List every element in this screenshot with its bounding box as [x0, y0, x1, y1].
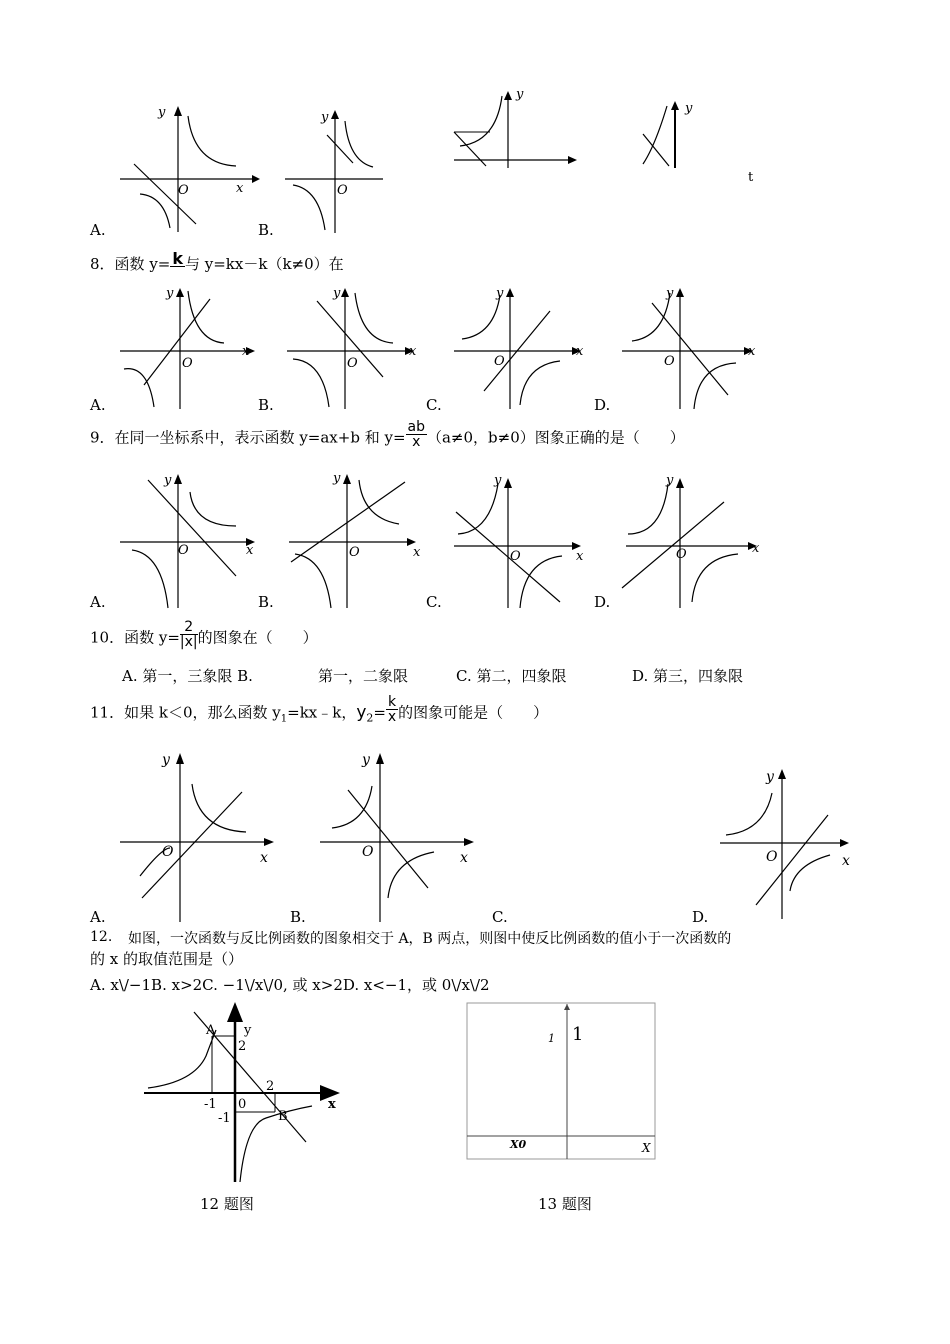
- q13-caption: 13 题图: [538, 1195, 592, 1213]
- svg-text:x: x: [242, 344, 250, 359]
- q7-graph-a: [112, 100, 262, 235]
- q8-label-c: C.: [426, 396, 442, 414]
- q12-options: A. x\/−1B. x>2C. −1\/x\/0, 或 x>2D. x<−1，或 0\/x\/2: [90, 976, 490, 994]
- q10-fraction: [180, 620, 198, 649]
- q11-graph-d: [718, 765, 858, 920]
- svg-text:x: x: [236, 181, 244, 196]
- q9-frac-den: x: [412, 434, 421, 450]
- q7-graph-b: [283, 105, 393, 235]
- fig13-y-big: 1: [572, 1024, 584, 1045]
- q10-stem: [90, 619, 318, 650]
- q12-line2: 的 x 的取值范围是（）: [90, 950, 243, 968]
- q9-graph-b: [283, 462, 428, 610]
- svg-text:O: O: [766, 849, 778, 865]
- q11-label-d: D.: [692, 908, 709, 926]
- q9-label-a: A.: [90, 593, 106, 611]
- svg-text:O: O: [182, 356, 193, 371]
- svg-text:O: O: [362, 844, 374, 860]
- q11-frac-num: k: [387, 694, 397, 710]
- svg-text:x: x: [576, 549, 584, 564]
- q11-eq: =: [373, 703, 386, 722]
- svg-text:y: y: [321, 110, 329, 125]
- q7-graph-d: [635, 98, 715, 168]
- q10-text-after: 的图象在（ ）: [197, 628, 318, 647]
- q9-graph-d: [618, 462, 768, 610]
- q8-graph-c: [450, 285, 590, 410]
- q8-text-before: 函数 y=: [114, 255, 171, 273]
- svg-text:x: x: [842, 853, 850, 869]
- q11-text-mid: =kx﹣k，: [287, 703, 357, 722]
- fig12-tick-2x: 2: [266, 1079, 275, 1094]
- q8-stem: [90, 248, 344, 273]
- fig12-tick-neg1x: -1: [204, 1097, 217, 1112]
- svg-text:x: x: [246, 543, 254, 558]
- q11-text-after: 的图象可能是（ ）: [398, 703, 549, 722]
- fig13-x-label: X: [642, 1141, 651, 1155]
- q10-option-d: D. 第三，四象限: [632, 667, 744, 685]
- q9-frac-num: ab: [407, 419, 425, 435]
- q11-label-a: A.: [90, 908, 106, 926]
- q10-text-before: 函数 y=: [124, 628, 180, 647]
- q10-option-a: A. 第一，三象限 B.: [122, 667, 253, 685]
- q9-number: 9．: [90, 428, 115, 447]
- q11-graph-b: [318, 748, 483, 923]
- q8-graph-d: [618, 285, 763, 410]
- q11-label-c: C.: [492, 908, 508, 926]
- svg-text:y: y: [158, 105, 166, 120]
- q9-label-b: B.: [258, 593, 274, 611]
- q8-frac-num: k: [172, 248, 183, 268]
- q8-graph-a: [112, 285, 262, 410]
- svg-text:x: x: [260, 850, 268, 866]
- q8-graph-b: [283, 285, 423, 410]
- q10-frac-num: 2: [180, 620, 198, 635]
- svg-text:y: y: [333, 286, 341, 301]
- q11-frac-den: x: [387, 709, 397, 725]
- svg-text:x: x: [752, 541, 760, 556]
- svg-text:y: y: [685, 101, 693, 116]
- fig12-x-label: x: [328, 1097, 336, 1112]
- svg-text:x: x: [409, 344, 417, 359]
- svg-text:x: x: [413, 545, 421, 560]
- svg-text:y: y: [516, 87, 524, 102]
- q8-number: 8．: [90, 255, 115, 273]
- q7-graph-c: [450, 88, 585, 168]
- fig12-y-label: y: [244, 1023, 252, 1038]
- svg-text:O: O: [664, 354, 675, 369]
- fig12-tick-2y: 2: [238, 1039, 247, 1054]
- svg-text:y: y: [164, 473, 172, 488]
- q7-partial-label: t: [748, 170, 754, 185]
- svg-text:O: O: [178, 183, 189, 198]
- fig12-point-a: A: [206, 1023, 216, 1038]
- svg-text:y: y: [162, 752, 170, 768]
- svg-text:O: O: [349, 545, 360, 560]
- q9-text-before: 在同一坐标系中，表示函数 y=ax+b 和 y=: [114, 428, 406, 447]
- q11-fraction: [386, 695, 398, 724]
- q9-text-after: （a≠0，b≠0）图象正确的是（ ）: [426, 428, 685, 447]
- q11-label-b: B.: [290, 908, 306, 926]
- q8-label-a: A.: [90, 396, 106, 414]
- q7-label-b: B.: [258, 221, 274, 239]
- q11-y2: y: [356, 702, 367, 723]
- fig12-origin: 0: [238, 1097, 247, 1112]
- q11-sub1: 1: [280, 713, 288, 725]
- svg-text:O: O: [510, 549, 521, 564]
- q8-label-b: B.: [258, 396, 274, 414]
- q9-label-c: C.: [426, 593, 442, 611]
- svg-text:x: x: [748, 344, 756, 359]
- fig12-tick-neg1y: -1: [218, 1111, 231, 1126]
- q10-frac-den: |x|: [179, 634, 198, 650]
- svg-text:y: y: [496, 286, 504, 301]
- svg-text:O: O: [494, 354, 505, 369]
- svg-text:O: O: [178, 543, 189, 558]
- q12-caption: 12 题图: [200, 1195, 254, 1213]
- svg-text:y: y: [666, 286, 674, 301]
- q11-text-before: 如果 k＜0，那么函数 y: [124, 703, 281, 722]
- q11-stem: [90, 694, 549, 729]
- q12-number: 12.: [90, 929, 113, 945]
- svg-text:y: y: [766, 769, 774, 785]
- q10-option-b: 第一，二象限: [318, 667, 409, 685]
- svg-text:x: x: [576, 344, 584, 359]
- q10-option-c: C. 第二，四象限: [456, 667, 567, 685]
- q7-label-a: A.: [90, 221, 106, 239]
- svg-text:y: y: [494, 473, 502, 488]
- q9-fraction: [406, 420, 427, 449]
- q11-sub2: 2: [366, 711, 374, 725]
- q9-graph-c: [450, 462, 595, 610]
- q12-figure: [140, 1000, 350, 1185]
- svg-text:y: y: [333, 471, 341, 486]
- q11-number: 11．: [90, 703, 125, 722]
- fig13-y-small: 1: [548, 1032, 555, 1045]
- fig13-x-origin: X0: [510, 1138, 527, 1151]
- svg-text:y: y: [666, 473, 674, 488]
- svg-text:O: O: [676, 547, 687, 562]
- q9-label-d: D.: [594, 593, 611, 611]
- q10-number: 10．: [90, 628, 125, 647]
- q9-stem: [90, 419, 685, 450]
- q13-figure: [466, 1002, 656, 1160]
- svg-text:y: y: [362, 752, 370, 768]
- svg-text:O: O: [347, 356, 358, 371]
- q9-graph-a: [112, 462, 262, 610]
- q12-line1: 如图，一次函数与反比例函数的图象相交于 A，B 两点，则图中使反比例函数的值小于一次函数的: [128, 931, 732, 947]
- q8-label-d: D.: [594, 396, 611, 414]
- svg-text:O: O: [337, 183, 348, 198]
- svg-text:x: x: [460, 850, 468, 866]
- q8-text-after: 与 y=kx－k（k≠0）在: [185, 255, 344, 273]
- svg-text:y: y: [166, 286, 174, 301]
- svg-text:O: O: [162, 844, 174, 860]
- q11-graph-a: [118, 748, 283, 923]
- fig12-point-b: B: [278, 1109, 288, 1124]
- q8-fraction: [170, 248, 185, 268]
